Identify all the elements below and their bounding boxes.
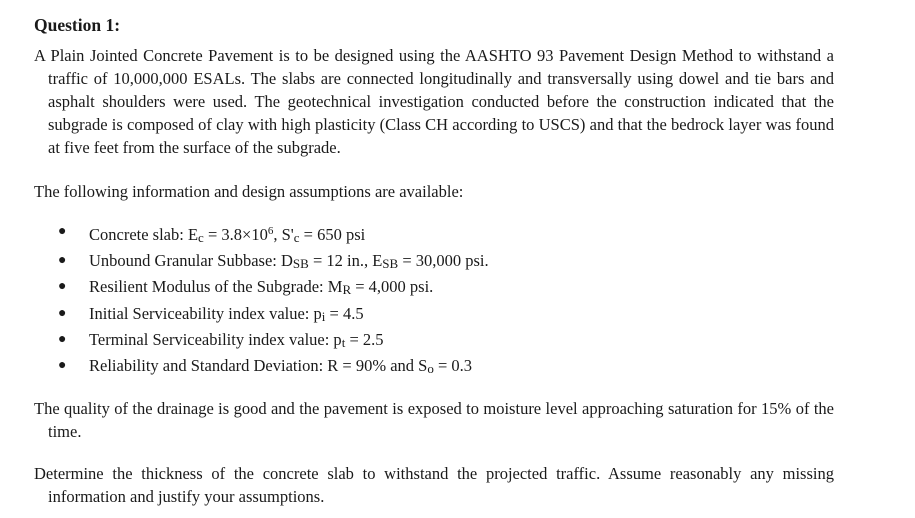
task-paragraph: Determine the thickness of the concrete slab to withstand the projected traffic. Assume reasonably any missing information and justify your assumptions. xyxy=(34,464,834,507)
list-item-subgrade-modulus: ● Resilient Modulus of the Subgrade: $M_R = 4,000$ psi. xyxy=(58,277,434,298)
list-item-subbase: ● Unbound Granular Subbase: $D_{SB} = 12$ in., $E_{SB} = 30,000$ psi. xyxy=(58,251,489,272)
drainage-paragraph: The quality of the drainage is good and the pavement is exposed to moisture level approaching saturation for 15% of the time. xyxy=(34,399,834,442)
assumptions-intro: The following information and design assumptions are available: xyxy=(34,182,464,201)
list-item-reliability: ● Reliability and Standard Deviation: R = 90% and $S_o = 0.3$ xyxy=(58,356,473,377)
list-item-concrete-slab: ● Concrete slab: $E_c = 3.8\times 10^6$, $S'_c = 650$ psi xyxy=(34,220,834,249)
question-document xyxy=(34,14,834,508)
bullet-icon: ● xyxy=(58,358,67,374)
list-item-initial-serviceability: ● Initial Serviceability index value: $p_i = 4.5$ xyxy=(58,303,364,324)
bullet-icon: ● xyxy=(58,331,67,347)
bullet-icon: ● xyxy=(58,253,67,269)
question-title: Question 1: xyxy=(34,15,121,35)
list-item-terminal-serviceability: ● Terminal Serviceability index value: $p_t = 2.5$ xyxy=(58,329,384,350)
bullet-icon: ● xyxy=(58,224,67,239)
bullet-icon: ● xyxy=(58,279,67,295)
bullet-icon: ● xyxy=(58,305,67,321)
assumptions-list xyxy=(34,220,834,380)
problem-statement-paragraph: A Plain Jointed Concrete Pavement is to be designed using the AASHTO 93 Pavement Design Method to withstand a traffic of 10,000,000 ESALs. The slabs are connected longitudinally and transversally using dowel and tie bars and asphalt shoulders were used. The geotechnical investigation conducted before the construction indicated that the subgrade is composed of clay with high plasticity (Class CH according to USCS) and that the bedrock layer was found at five feet from the surface of the subgrade. xyxy=(34,46,834,157)
